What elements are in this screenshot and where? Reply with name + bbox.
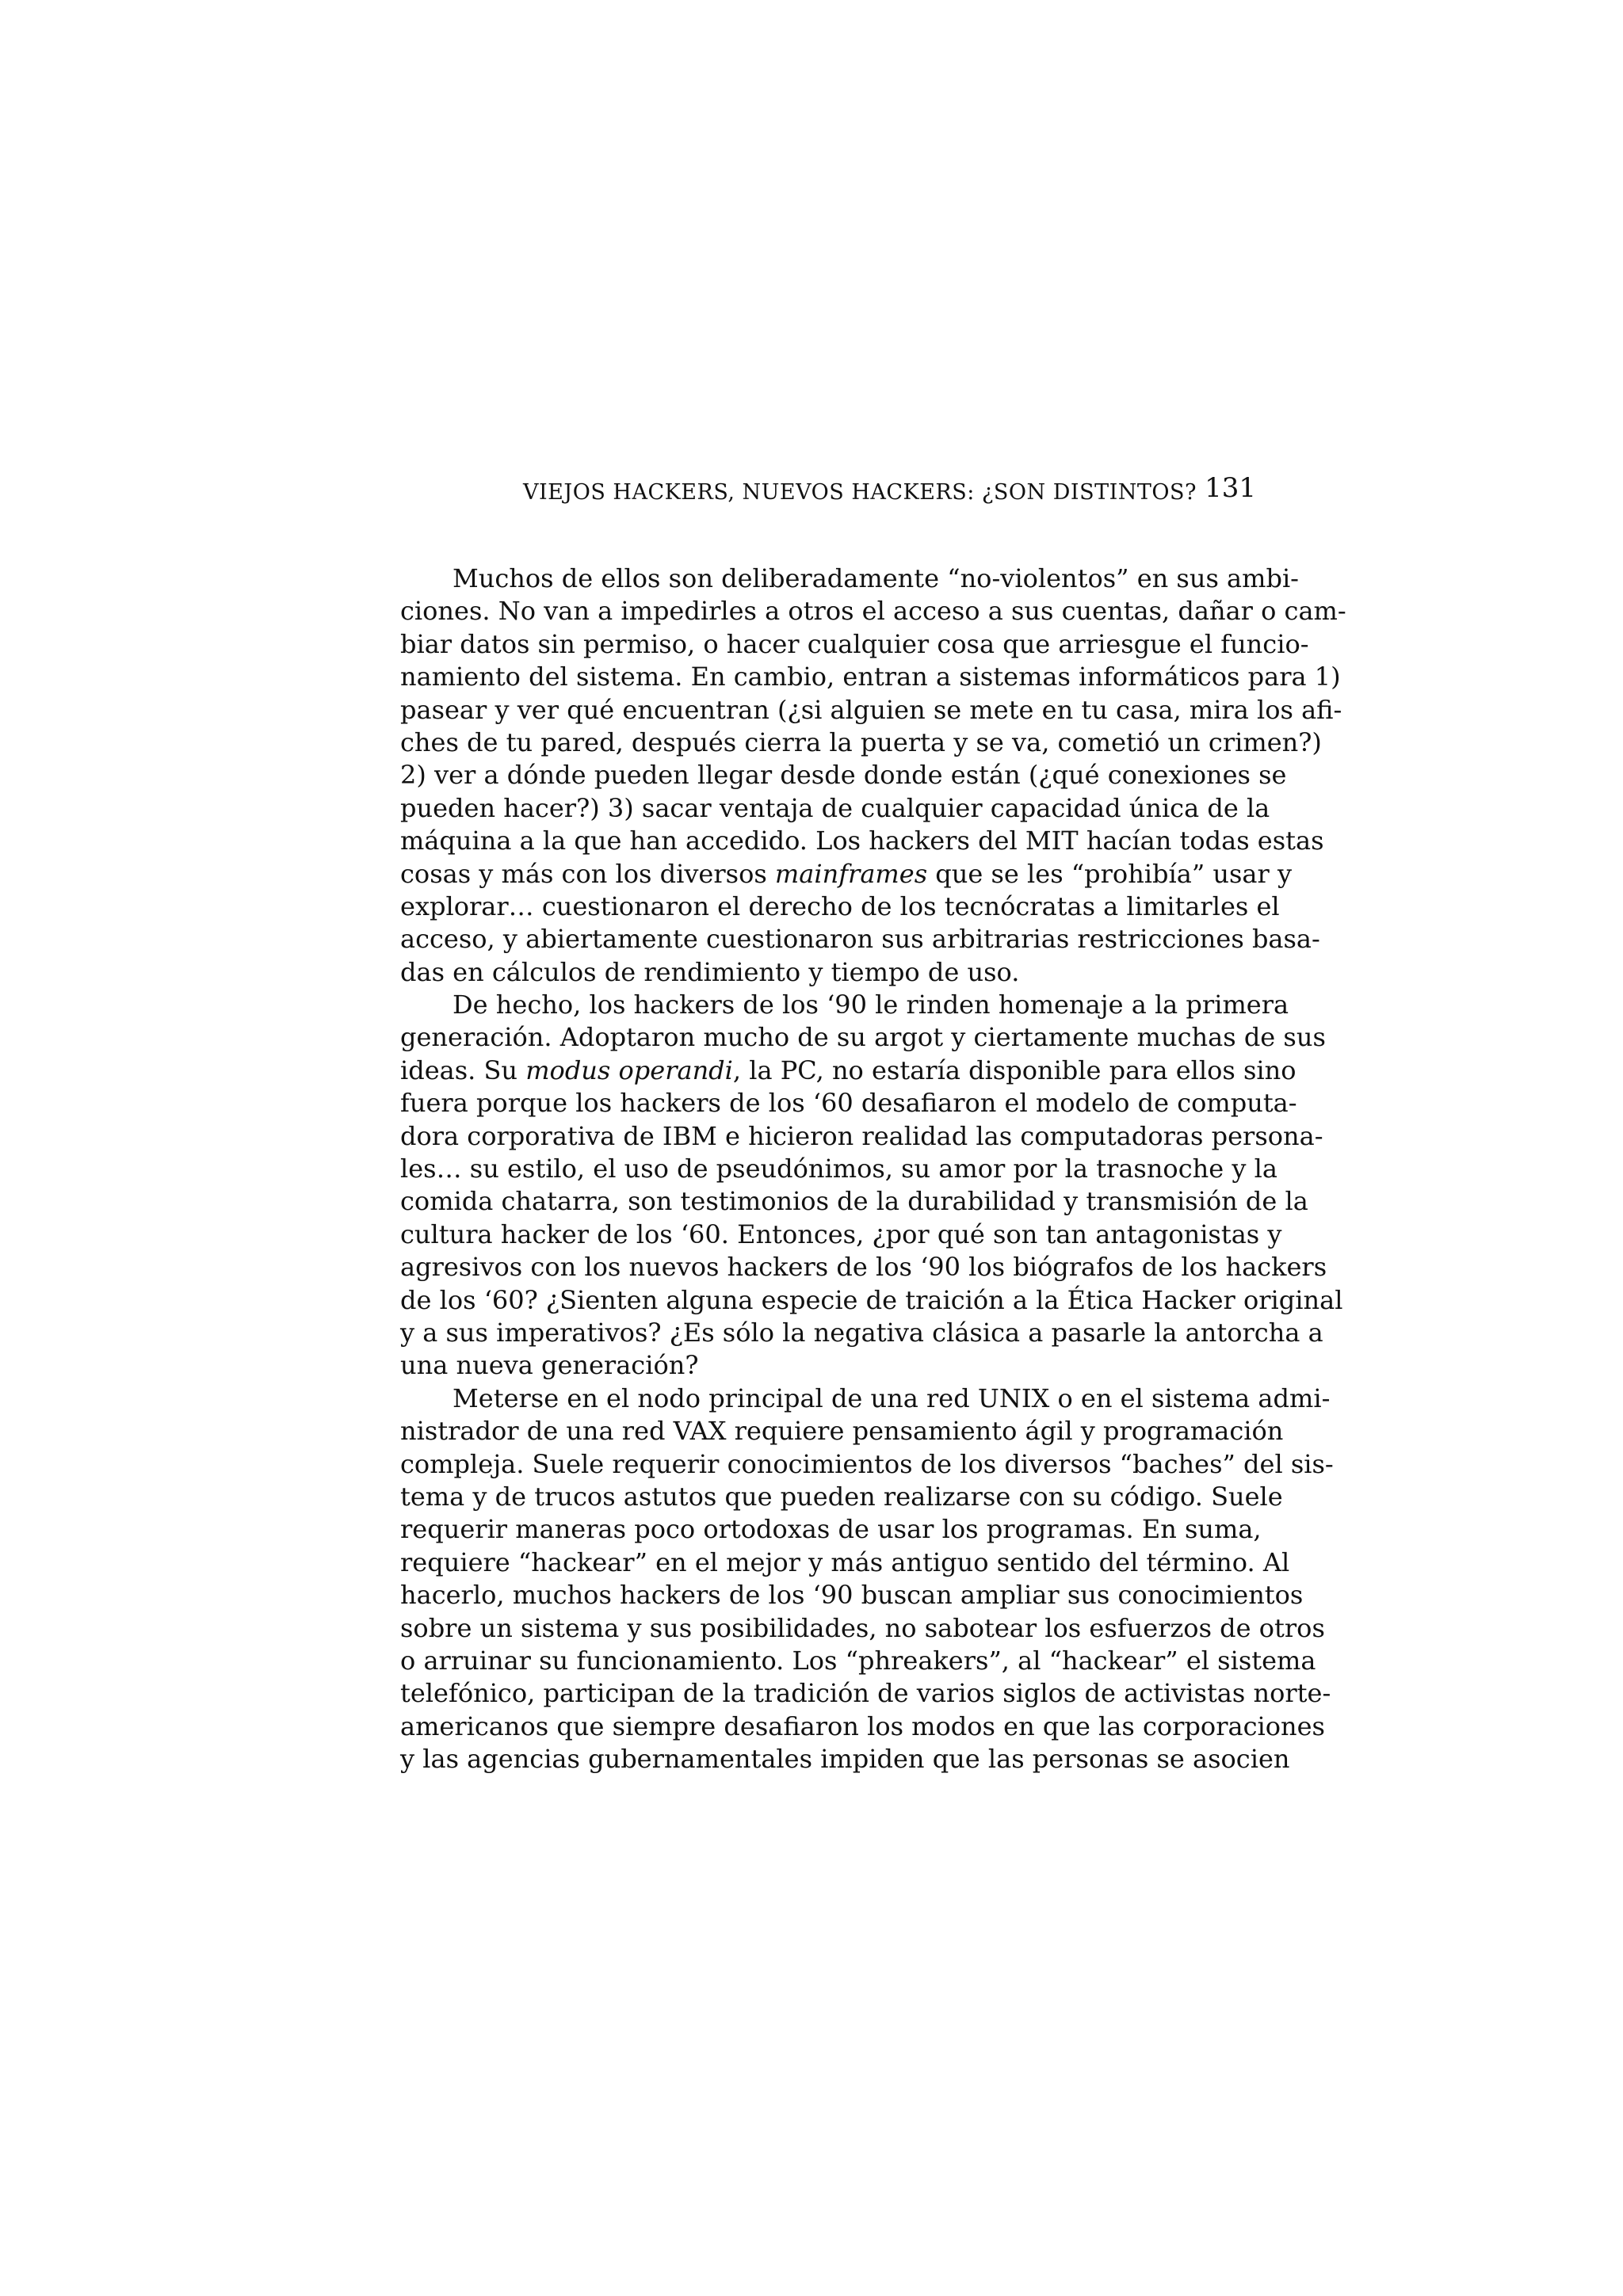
text-line (400, 1219, 1282, 1251)
text-line (400, 1087, 1297, 1119)
text-line (400, 1743, 1290, 1775)
text-line (400, 727, 1322, 759)
text-run: generación. Adoptaron mucho de su argot y ciertamente muchas de sus (400, 1022, 1326, 1053)
text-line (400, 1645, 1316, 1677)
text-run: De hecho, los hackers de los ‘90 le rinden homenaje a la primera (453, 990, 1289, 1020)
running-head (400, 472, 1256, 513)
text-line (400, 891, 1280, 923)
running-title: VIEJOS HACKERS, NUEVOS HACKERS: ¿SON DISTINTOS? (523, 480, 1197, 505)
text-run: y a sus imperativos? ¿Es sólo la negativa clásica a pasarle la antorcha a (400, 1317, 1323, 1348)
text-line (400, 1513, 1262, 1546)
text-run: requerir maneras poco ortodoxas de usar los programas. En suma, (400, 1514, 1262, 1545)
text-line (400, 792, 1270, 825)
text-run: americanos que siempre desafiaron los modos en que las corporaciones (400, 1711, 1325, 1741)
text-line (400, 1120, 1323, 1153)
text-line (400, 628, 1309, 661)
text-line (400, 1021, 1326, 1054)
text-line (400, 923, 1320, 955)
text-line (400, 1055, 1296, 1087)
text-run: Meterse en el nodo principal de una red UNIX o en el sistema admi- (453, 1383, 1331, 1413)
text-run: una nueva generación? (400, 1350, 699, 1381)
text-run: o arruinar su funcionamiento. Los “phreakers”, al “hackear” el sistema (400, 1645, 1316, 1676)
text-run: acceso, y abiertamente cuestionaron sus arbitrarias restricciones basa- (400, 924, 1320, 955)
text-run: hacerlo, muchos hackers de los ‘90 buscan ampliar sus conocimientos (400, 1580, 1304, 1611)
body-text (400, 563, 1346, 1775)
text-run: sobre un sistema y sus posibilidades, no sabotear los esfuerzos de otros (400, 1612, 1325, 1643)
text-run: agresivos con los nuevos hackers de los ‘90 los biógrafos de los hackers (400, 1252, 1327, 1283)
text-run: tema y de trucos astutos que pueden realizarse con su código. Suele (400, 1481, 1283, 1512)
text-run: comida chatarra, son testimonios de la durabilidad y transmisión de la (400, 1186, 1308, 1217)
text-run: pasear y ver qué encuentran (¿si alguien se mete en tu casa, mira los afi- (400, 694, 1342, 725)
text-run: dora corporativa de IBM e hicieron realidad las computadoras persona- (400, 1120, 1323, 1151)
text-run: pueden hacer?) 3) sacar ventaja de cualquier capacidad única de la (400, 792, 1270, 823)
text-line (400, 759, 1287, 791)
text-run: cultura hacker de los ‘60. Entonces, ¿por qué son tan antagonistas y (400, 1219, 1282, 1249)
italic-term: mainframes (774, 858, 928, 889)
text-line (400, 1448, 1334, 1481)
text-run: requiere “hackear” en el mejor y más antiguo sentido del término. Al (400, 1547, 1290, 1577)
text-line (400, 1349, 1256, 1382)
text-run: compleja. Suele requerir conocimientos de los diversos “baches” del sis- (400, 1448, 1334, 1479)
page-number: 131 (1205, 472, 1256, 504)
text-run: máquina a la que han accedido. Los hackers del MIT hacían todas estas (400, 826, 1324, 856)
text-line (400, 595, 1346, 627)
text-run: de los ‘60? ¿Sienten alguna especie de traición a la Ética Hacker original (400, 1284, 1343, 1315)
text-line (400, 1153, 1277, 1185)
text-line (400, 1317, 1323, 1349)
text-run: Muchos de ellos son deliberadamente “no-violentos” en sus ambi- (453, 563, 1299, 593)
text-line (400, 694, 1342, 727)
text-line (400, 1383, 1331, 1415)
text-run: fuera porque los hackers de los ‘60 desafiaron el modelo de computa- (400, 1088, 1297, 1119)
text-line (400, 1547, 1290, 1579)
text-line (400, 1612, 1325, 1645)
text-run: cosas y más con los diversos (400, 858, 775, 889)
text-line (400, 1579, 1304, 1611)
text-line (400, 989, 1289, 1021)
text-run: ches de tu pared, después cierra la puerta y se va, cometió un crimen?) (400, 727, 1322, 757)
text-line (400, 1481, 1283, 1513)
text-run: explorar… cuestionaron el derecho de los tecnócratas a limitarles el (400, 891, 1280, 921)
text-run: que se les “prohibía” usar y (927, 858, 1293, 889)
text-run: biar datos sin permiso, o hacer cualquier cosa que arriesgue el funcio- (400, 628, 1309, 659)
italic-term: modus operandi (525, 1055, 733, 1085)
text-line (400, 1251, 1327, 1283)
text-run: , la PC, no estaría disponible para ellos sino (732, 1055, 1296, 1085)
text-run: ciones. No van a impedirles a otros el acceso a sus cuentas, dañar o cam- (400, 596, 1346, 627)
text-line (400, 1711, 1325, 1743)
text-line (400, 563, 1299, 595)
text-line (400, 1284, 1343, 1317)
text-line (400, 1185, 1308, 1218)
text-run: namiento del sistema. En cambio, entran a sistemas informáticos para 1) (400, 662, 1341, 692)
text-run: 2) ver a dónde pueden llegar desde donde están (¿qué conexiones se (400, 760, 1287, 791)
text-line (400, 1677, 1331, 1710)
text-line (400, 956, 1256, 989)
text-run: telefónico, participan de la tradición de varios siglos de activistas norte- (400, 1678, 1331, 1709)
text-run: nistrador de una red VAX requiere pensamiento ágil y programación (400, 1416, 1284, 1447)
text-run: das en cálculos de rendimiento y tiempo de uso. (400, 956, 1020, 987)
text-line (400, 825, 1324, 857)
text-run: les… su estilo, el uso de pseudónimos, su amor por la trasnoche y la (400, 1154, 1277, 1184)
text-line (400, 1415, 1284, 1447)
text-run: ideas. Su (400, 1055, 526, 1085)
text-line (400, 661, 1341, 693)
text-run: y las agencias gubernamentales impiden que las personas se asocien (400, 1744, 1290, 1775)
text-line (400, 858, 1293, 891)
